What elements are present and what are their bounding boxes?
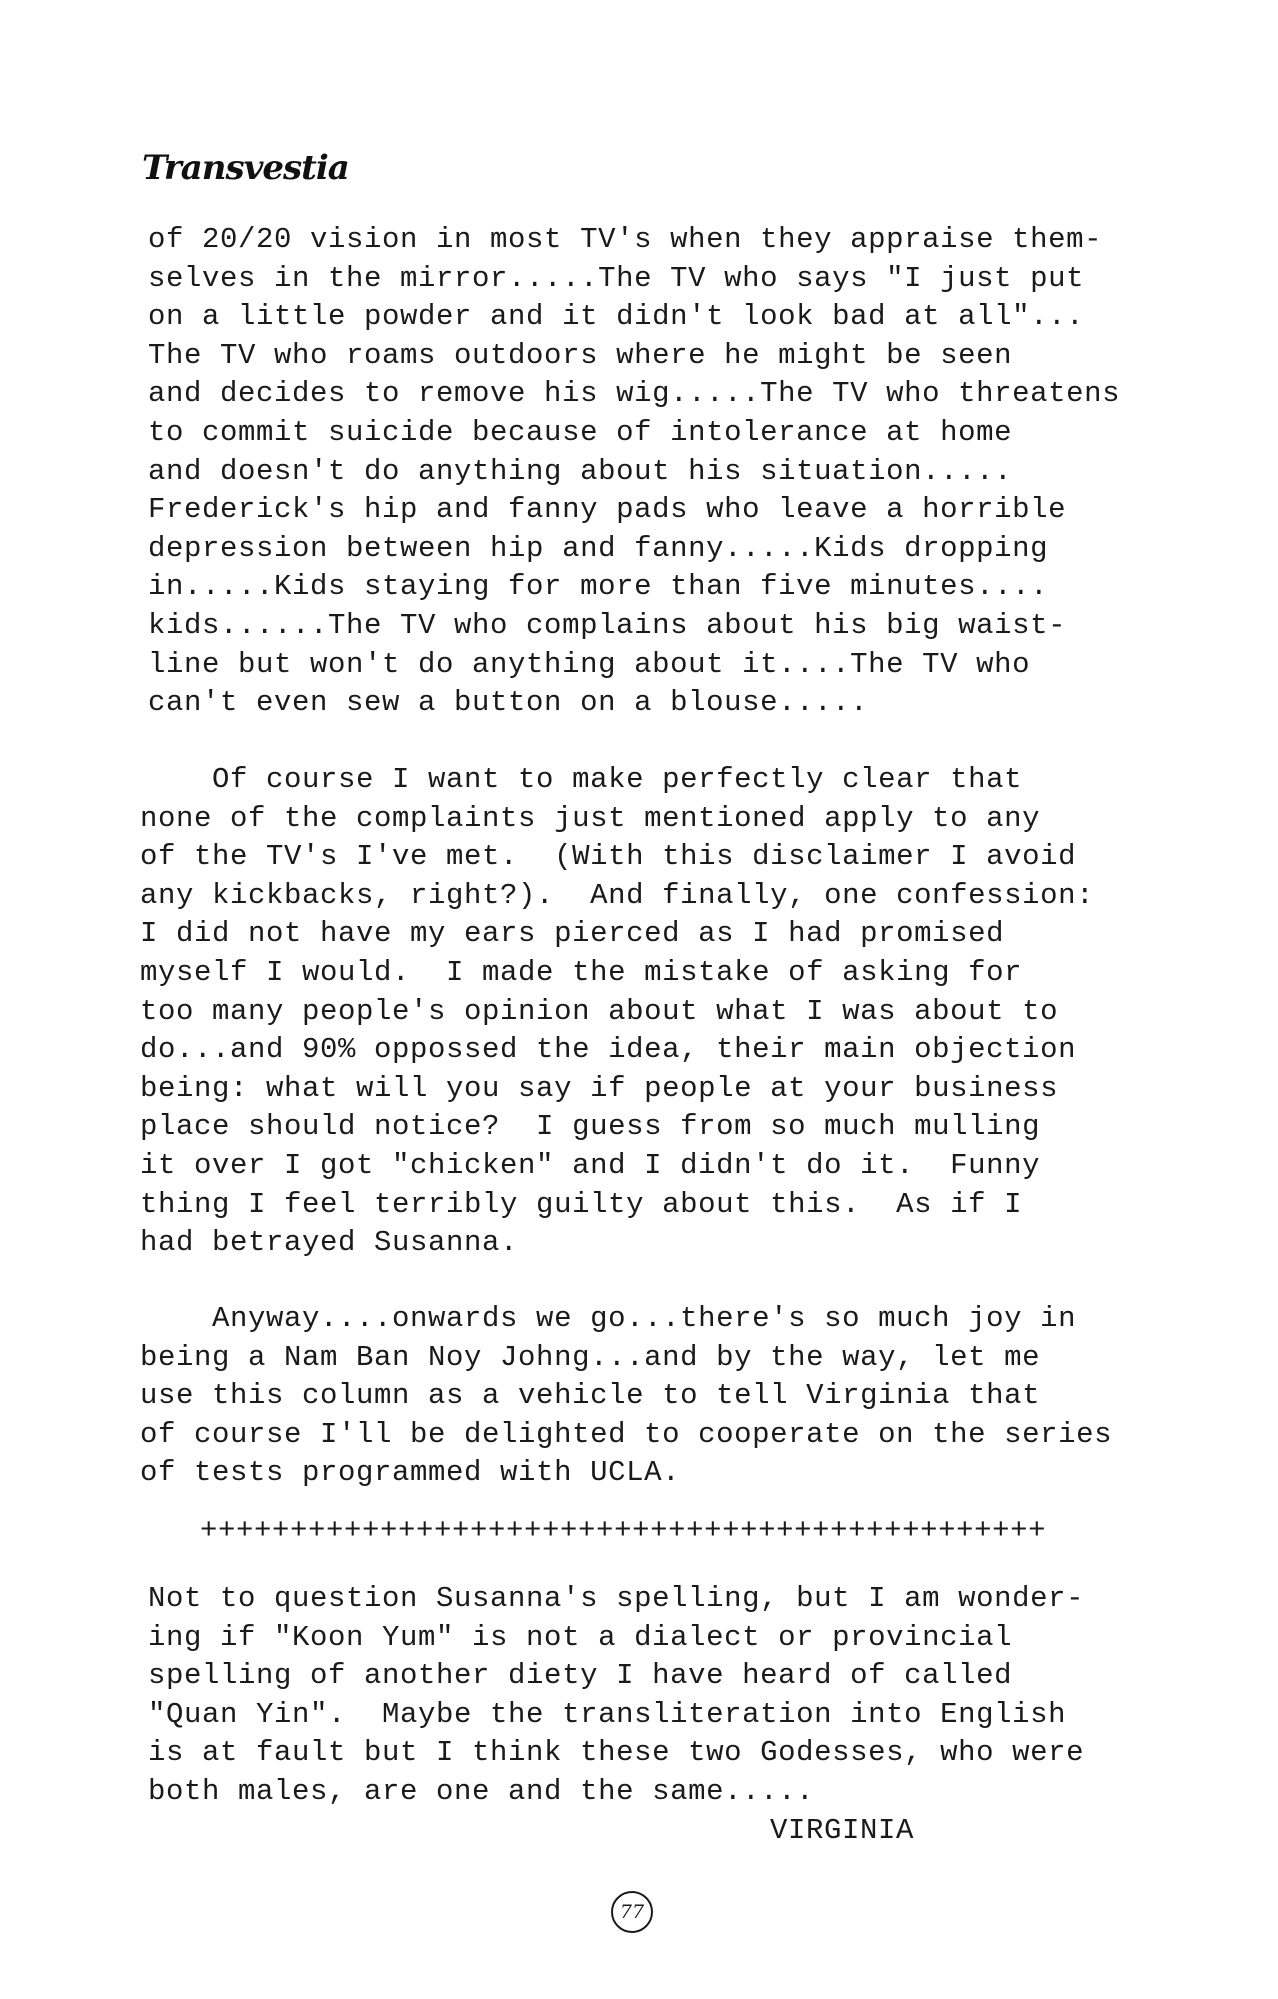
signature bbox=[770, 1812, 914, 1851]
text-line: kids......The TV who complains about his big waist- bbox=[148, 608, 1067, 642]
text-line: too many people's opinion about what I was about to bbox=[140, 994, 1059, 1028]
text-line: being a Nam Ban Noy Johng...and by the way, let me bbox=[140, 1340, 1041, 1374]
text-line: Frederick's hip and fanny pads who leave a horrible bbox=[148, 493, 1067, 527]
text-line: The TV who roams outdoors where he might be seen bbox=[148, 338, 1013, 372]
text-line: Of course I want to make perfectly clear that bbox=[140, 763, 1023, 796]
text-line: spelling of another diety I have heard of called bbox=[148, 1659, 1013, 1693]
text-line: line but won't do anything about it....The TV who bbox=[148, 647, 1031, 681]
section-divider bbox=[200, 1512, 1046, 1551]
text-line: of tests programmed with UCLA. bbox=[140, 1456, 681, 1490]
text-line: "Quan Yin". Maybe the transliteration into English bbox=[148, 1697, 1067, 1731]
text-line: selves in the mirror.....The TV who says "I just put bbox=[148, 261, 1085, 295]
divider-line: +++++++++++++++++++++++++++++++++++++++++++++++ bbox=[200, 1514, 1047, 1547]
text-line: Not to question Susanna's spelling, but I am wonder- bbox=[148, 1582, 1085, 1615]
paragraph-3 bbox=[140, 1300, 1112, 1493]
text-line: use this column as a vehicle to tell Virginia that bbox=[140, 1379, 1041, 1413]
text-line: do...and 90% oppossed the idea, their main objection bbox=[140, 1033, 1077, 1067]
text-line: and decides to remove his wig.....The TV who threatens bbox=[148, 377, 1121, 411]
masthead-logo: Transvestia bbox=[142, 148, 349, 188]
text-line: on a little powder and it didn't look bad at all"... bbox=[148, 300, 1085, 334]
text-line: Anyway....onwards we go...there's so much joy in bbox=[140, 1302, 1077, 1335]
text-line: I did not have my ears pierced as I had promised bbox=[140, 917, 1005, 951]
text-line: can't even sew a button on a blouse..... bbox=[148, 686, 869, 720]
text-line: none of the complaints just mentioned apply to any bbox=[140, 801, 1041, 835]
text-line: depression between hip and fanny.....Kids dropping bbox=[148, 531, 1049, 565]
text-line: myself I would. I made the mistake of asking for bbox=[140, 955, 1023, 989]
paragraph-2 bbox=[140, 761, 1094, 1263]
text-line: is at fault but I think these two Godesses, who were bbox=[148, 1736, 1085, 1770]
text-line: of the TV's I've met. (With this disclaimer I avoid bbox=[140, 840, 1077, 874]
letter-paragraph bbox=[148, 1580, 1084, 1812]
text-line: it over I got "chicken" and I didn't do it. Funny bbox=[140, 1148, 1041, 1182]
text-line: of 20/20 vision in most TV's when they appraise them- bbox=[148, 223, 1103, 256]
text-line: and doesn't do anything about his situation..... bbox=[148, 454, 1013, 488]
text-line: ing if "Koon Yum" is not a dialect or provincial bbox=[148, 1620, 1013, 1654]
text-line: both males, are one and the same..... bbox=[148, 1774, 815, 1808]
signature-text: VIRGINIA bbox=[770, 1814, 915, 1847]
text-line: place should notice? I guess from so much mulling bbox=[140, 1110, 1041, 1144]
text-line: of course I'll be delighted to cooperate on the series bbox=[140, 1417, 1113, 1451]
paragraph-1 bbox=[148, 221, 1120, 723]
text-line: any kickbacks, right?). And finally, one confession: bbox=[140, 878, 1095, 912]
text-line: thing I feel terribly guilty about this. As if I bbox=[140, 1187, 1023, 1221]
text-line: being: what will you say if people at your business bbox=[140, 1071, 1059, 1105]
text-line: had betrayed Susanna. bbox=[140, 1226, 519, 1260]
text-line: in.....Kids staying for more than five minutes.... bbox=[148, 570, 1049, 604]
text-line: to commit suicide because of intolerance at home bbox=[148, 415, 1013, 449]
page-number: 77 bbox=[611, 1891, 653, 1933]
